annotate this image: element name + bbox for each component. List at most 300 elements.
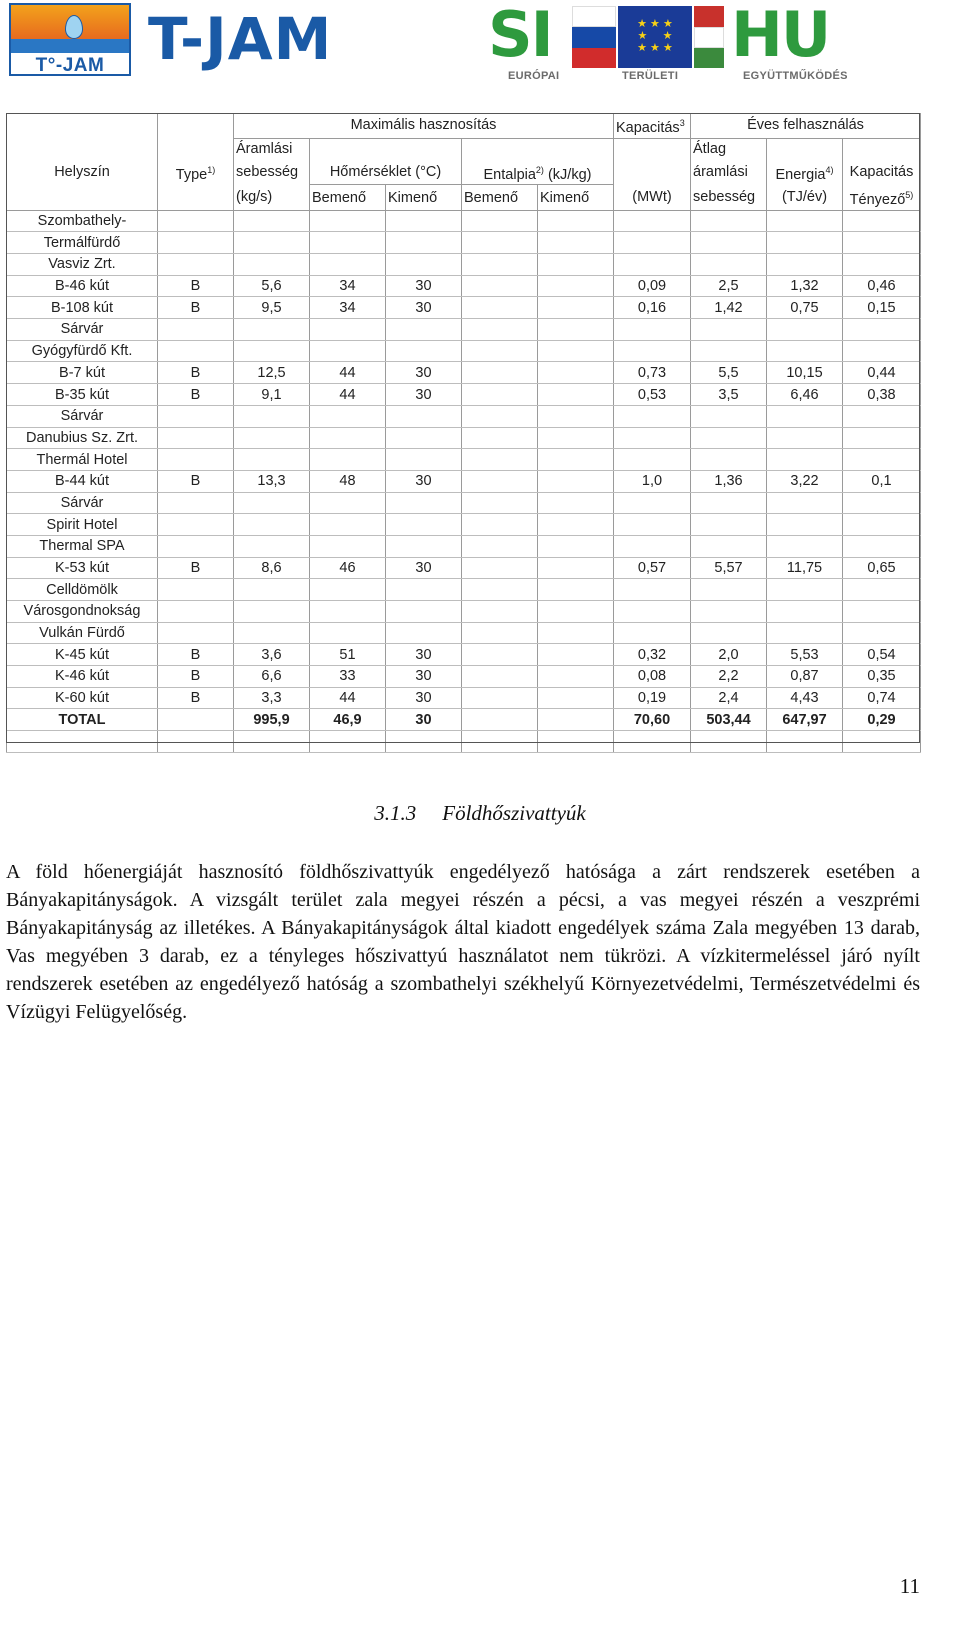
table-cell-avg: 2,4 xyxy=(691,687,767,709)
table-row xyxy=(7,535,921,557)
col-temp-out: Kimenő xyxy=(386,185,462,210)
table-cell-hout xyxy=(538,514,614,536)
table-cell-energy: 0,75 xyxy=(767,297,843,319)
col-energy-unit: (TJ/év) xyxy=(767,185,843,210)
table-cell-cf: 0,35 xyxy=(843,666,921,688)
table-cell-type: B xyxy=(158,666,234,688)
table-cell-type xyxy=(158,232,234,254)
si-hu-logo xyxy=(488,2,858,84)
table-cell-flow xyxy=(234,449,310,471)
table-cell-cap: 0,08 xyxy=(614,666,691,688)
table-cell-avg xyxy=(691,622,767,644)
col-temp: Hőmérséklet (°C) xyxy=(310,160,462,185)
table-cell-hout xyxy=(538,492,614,514)
table-cell-cap xyxy=(614,622,691,644)
table-cell-loc: K-46 kút xyxy=(7,666,158,688)
table-cell-cf xyxy=(843,492,921,514)
table-cell-cf: 0,65 xyxy=(843,557,921,579)
table-cell-hout xyxy=(538,644,614,666)
table-row xyxy=(7,470,921,492)
table-cell-hin xyxy=(462,709,538,731)
table-cell-avg xyxy=(691,340,767,362)
table-cell-flow: 3,3 xyxy=(234,687,310,709)
table-cell-tin xyxy=(310,449,386,471)
table-cell-loc: Vulkán Fürdő xyxy=(7,622,158,644)
table-row xyxy=(7,449,921,471)
table-row xyxy=(7,601,921,623)
table-cell-energy xyxy=(767,340,843,362)
table-cell-loc: Danubius Sz. Zrt. xyxy=(7,427,158,449)
table-cell-cf xyxy=(843,622,921,644)
col-enthalpy: Entalpia$^{2)}$ (kJ/kg) xyxy=(462,160,614,185)
table-row xyxy=(7,579,921,601)
table-cell-hin xyxy=(462,362,538,384)
section-heading xyxy=(0,801,960,826)
table-cell-energy: 10,15 xyxy=(767,362,843,384)
table-cell-cf: 0,44 xyxy=(843,362,921,384)
col-capf-l1: Kapacitás xyxy=(843,160,921,185)
table-cell-loc: Spirit Hotel xyxy=(7,514,158,536)
table-cell-hin xyxy=(462,297,538,319)
table-cell-avg: 5,5 xyxy=(691,362,767,384)
table-cell-flow: 8,6 xyxy=(234,557,310,579)
table-cell-avg xyxy=(691,535,767,557)
table-cell-loc: Celldömölk xyxy=(7,579,158,601)
table-cell-avg xyxy=(691,514,767,536)
table-cell-tout xyxy=(386,535,462,557)
table-cell-cf xyxy=(843,601,921,623)
table-cell-tin xyxy=(310,405,386,427)
table-cell-flow xyxy=(234,514,310,536)
table-cell-loc: Vasviz Zrt. xyxy=(7,254,158,276)
table-cell-energy xyxy=(767,535,843,557)
table-cell-hout xyxy=(538,601,614,623)
table-row xyxy=(7,644,921,666)
group-header-annual-use: Éves felhasználás xyxy=(691,113,921,138)
table-cell-loc: B-7 kút xyxy=(7,362,158,384)
table-cell-tout: 30 xyxy=(386,644,462,666)
table-cell-tout: 30 xyxy=(386,687,462,709)
body-paragraph: A föld hőenergiáját hasznosító földhőszivattyúk engedélyező hatósága a zárt rendszerek esetében a Bányakapitányságok. A vizsgált terület zala megyei részén a pécsi, a vas megyei részén a veszprémi Bányakapitányság az illetékes. A Bányakapitányságok által kiadott engedélyek száma Zala megyében 13 darab, Vas megyében 3 darab, ez a tényleges hőszivattyú használatot nem tükrözi. A vízkitermeléssel járó nyílt rendszerek esetében az engedélyező hatóság a szombathelyi székhelyű Környezetvédelmi, Természetvédelmi és Vízügyi Felügyelőség. xyxy=(6,861,920,1023)
table-row xyxy=(7,319,921,341)
table-cell-tin: 34 xyxy=(310,275,386,297)
table-cell-hin xyxy=(462,427,538,449)
logo-sub-egyuttmukodes: EGYÜTTMŰKÖDÉS xyxy=(743,70,848,82)
logo-sub-teruleti: TERÜLETI xyxy=(622,70,679,82)
table-cell-loc: B-108 kút xyxy=(7,297,158,319)
table-cell-hin xyxy=(462,232,538,254)
table-cell-type: B xyxy=(158,644,234,666)
table-cell-avg: 503,44 xyxy=(691,709,767,731)
table-cell-hout xyxy=(538,254,614,276)
table-cell-energy: 0,87 xyxy=(767,666,843,688)
table-cell-avg: 1,36 xyxy=(691,470,767,492)
table-cell-energy xyxy=(767,579,843,601)
table-cell-tout: 30 xyxy=(386,297,462,319)
table-cell-energy: 5,53 xyxy=(767,644,843,666)
table-cell-cap xyxy=(614,232,691,254)
table-row xyxy=(7,514,921,536)
table-cell-loc: Sárvár xyxy=(7,492,158,514)
table-cell-tin: 44 xyxy=(310,362,386,384)
table-cell-flow xyxy=(234,427,310,449)
col-energy: Energia$^{4)}$ xyxy=(767,160,843,185)
table-row xyxy=(7,666,921,688)
table-cell-flow xyxy=(234,340,310,362)
table-cell-energy xyxy=(767,449,843,471)
table-cell-cap xyxy=(614,535,691,557)
table-cell-loc: B-44 kút xyxy=(7,470,158,492)
table-row xyxy=(7,297,921,319)
table-cell-energy xyxy=(767,210,843,232)
water-graphic xyxy=(11,39,131,53)
table-cell-cf xyxy=(843,210,921,232)
table-cell-hin xyxy=(462,449,538,471)
table-cell-cap xyxy=(614,601,691,623)
table-cell-avg: 5,57 xyxy=(691,557,767,579)
table-cell-tout xyxy=(386,340,462,362)
table-row xyxy=(7,557,921,579)
table-cell-hin xyxy=(462,210,538,232)
table-row xyxy=(7,709,921,731)
table-cell-loc: Termálfürdő xyxy=(7,232,158,254)
table-cell-hin xyxy=(462,666,538,688)
table-cell-tin: 44 xyxy=(310,687,386,709)
table-cell-type: B xyxy=(158,275,234,297)
table-cell-tout: 30 xyxy=(386,275,462,297)
table-cell-avg xyxy=(691,492,767,514)
table-cell-hout xyxy=(538,405,614,427)
table-cell-hout xyxy=(538,449,614,471)
table-cell-tout xyxy=(386,319,462,341)
table-cell-type xyxy=(158,601,234,623)
table-cell-hin xyxy=(462,384,538,406)
table-cell-avg xyxy=(691,731,767,753)
table-cell-hout xyxy=(538,470,614,492)
table-cell-hout xyxy=(538,731,614,753)
table-cell-cf xyxy=(843,232,921,254)
table-cell-tout xyxy=(386,232,462,254)
table-cell-energy xyxy=(767,427,843,449)
table-cell-avg xyxy=(691,405,767,427)
table-row xyxy=(7,427,921,449)
table-cell-hin xyxy=(462,514,538,536)
table-cell-cf xyxy=(843,514,921,536)
table-cell-hin xyxy=(462,687,538,709)
section-title: Földhőszivattyúk xyxy=(442,801,586,825)
table-cell-hout xyxy=(538,319,614,341)
table-cell-cap xyxy=(614,427,691,449)
table-cell-hin xyxy=(462,731,538,753)
tjam-logo-badge xyxy=(9,3,131,76)
table-cell-avg: 2,2 xyxy=(691,666,767,688)
table-cell-hin xyxy=(462,644,538,666)
table-cell-loc: Szombathely- xyxy=(7,210,158,232)
table-cell-avg xyxy=(691,254,767,276)
table-cell-type xyxy=(158,492,234,514)
col-cap-unit: (MWt) xyxy=(614,185,691,210)
table-row xyxy=(7,731,921,753)
si-logo-text: SI xyxy=(488,0,552,71)
table-cell-energy xyxy=(767,514,843,536)
table-cell-tout: 30 xyxy=(386,557,462,579)
table-cell-type xyxy=(158,579,234,601)
table-cell-flow: 9,1 xyxy=(234,384,310,406)
table-cell-type: B xyxy=(158,384,234,406)
table-cell-flow xyxy=(234,254,310,276)
table-cell-hout xyxy=(538,535,614,557)
table-cell-flow: 12,5 xyxy=(234,362,310,384)
table-cell-energy: 647,97 xyxy=(767,709,843,731)
table-row xyxy=(7,232,921,254)
col-enthalpy-in: Bemenő xyxy=(462,185,538,210)
col-type: Type$^{1)}$ xyxy=(158,160,234,185)
table-cell-tout: 30 xyxy=(386,362,462,384)
table-cell-tin xyxy=(310,210,386,232)
table-cell-type xyxy=(158,340,234,362)
table-cell-cap xyxy=(614,319,691,341)
table-cell-tout: 30 xyxy=(386,709,462,731)
table-row xyxy=(7,254,921,276)
table-row xyxy=(7,210,921,232)
table-cell-tin: 46,9 xyxy=(310,709,386,731)
table-cell-avg xyxy=(691,232,767,254)
table-cell-type xyxy=(158,622,234,644)
table-cell-tout xyxy=(386,731,462,753)
table-cell-hout xyxy=(538,709,614,731)
table-cell-energy xyxy=(767,731,843,753)
table-cell-cf xyxy=(843,535,921,557)
table-cell-tout xyxy=(386,579,462,601)
table-cell-cap xyxy=(614,405,691,427)
table-cell-tin: 48 xyxy=(310,470,386,492)
table-cell-tout: 30 xyxy=(386,666,462,688)
table-cell-cf: 0,46 xyxy=(843,275,921,297)
table-cell-tout xyxy=(386,492,462,514)
table-cell-type xyxy=(158,535,234,557)
table-cell-cf xyxy=(843,405,921,427)
table-cell-loc: B-46 kút xyxy=(7,275,158,297)
table-cell-hin xyxy=(462,405,538,427)
table-cell-hout xyxy=(538,666,614,688)
table-cell-type xyxy=(158,427,234,449)
table-cell-flow xyxy=(234,210,310,232)
table-cell-tout xyxy=(386,427,462,449)
table-cell-cap xyxy=(614,731,691,753)
table-cell-energy xyxy=(767,232,843,254)
table-cell-hin xyxy=(462,254,538,276)
table-cell-tin: 46 xyxy=(310,557,386,579)
hungary-flag-icon xyxy=(694,6,724,68)
table-cell-cap xyxy=(614,340,691,362)
table-cell-tout xyxy=(386,514,462,536)
table-cell-cap: 70,60 xyxy=(614,709,691,731)
table-cell-tin xyxy=(310,340,386,362)
hu-logo-text: HU xyxy=(731,0,830,71)
table-cell-energy: 6,46 xyxy=(767,384,843,406)
table-cell-cf xyxy=(843,319,921,341)
table-cell-hin xyxy=(462,622,538,644)
table-cell-tout: 30 xyxy=(386,470,462,492)
table-cell-cf xyxy=(843,340,921,362)
table-cell-hout xyxy=(538,275,614,297)
col-enthalpy-out: Kimenő xyxy=(538,185,614,210)
table-cell-tin xyxy=(310,731,386,753)
table-cell-type: B xyxy=(158,557,234,579)
table-cell-tin xyxy=(310,427,386,449)
table-cell-cf xyxy=(843,579,921,601)
group-header-max-use: Maximális hasznosítás xyxy=(234,113,614,138)
table-cell-type: B xyxy=(158,470,234,492)
table-cell-hout xyxy=(538,340,614,362)
logo-sub-europai: EURÓPAI xyxy=(508,70,560,82)
table-cell-cf: 0,74 xyxy=(843,687,921,709)
table-cell-hin xyxy=(462,275,538,297)
table-cell-hin xyxy=(462,492,538,514)
table-cell-avg xyxy=(691,579,767,601)
table-row xyxy=(7,492,921,514)
table-cell-tin: 44 xyxy=(310,384,386,406)
table-cell-flow: 13,3 xyxy=(234,470,310,492)
table-cell-cf: 0,1 xyxy=(843,470,921,492)
table-cell-tin xyxy=(310,601,386,623)
section-number: 3.1.3 xyxy=(374,801,417,825)
table-cell-cap: 0,73 xyxy=(614,362,691,384)
table-cell-flow xyxy=(234,579,310,601)
table-cell-cf: 0,15 xyxy=(843,297,921,319)
table-cell-flow xyxy=(234,622,310,644)
table-cell-avg xyxy=(691,449,767,471)
table-cell-type: B xyxy=(158,297,234,319)
table-cell-type xyxy=(158,514,234,536)
table-cell-tin xyxy=(310,514,386,536)
tjam-logo-word: T-JAM xyxy=(148,5,333,73)
table-cell-type xyxy=(158,319,234,341)
table-cell-tin: 51 xyxy=(310,644,386,666)
table-cell-tout xyxy=(386,210,462,232)
table-cell-tout: 30 xyxy=(386,384,462,406)
table-cell-type xyxy=(158,254,234,276)
col-capf-l2: Tényező$^{5)}$ xyxy=(843,185,921,210)
table-cell-cap xyxy=(614,514,691,536)
table-cell-cap xyxy=(614,579,691,601)
table-row xyxy=(7,687,921,709)
table-row xyxy=(7,405,921,427)
slovenia-flag-icon xyxy=(572,6,616,68)
col-temp-in: Bemenő xyxy=(310,185,386,210)
table-cell-flow xyxy=(234,535,310,557)
table-cell-flow xyxy=(234,731,310,753)
table-cell-tin: 33 xyxy=(310,666,386,688)
table-cell-energy xyxy=(767,492,843,514)
table-cell-tout xyxy=(386,449,462,471)
table-cell-cap: 0,57 xyxy=(614,557,691,579)
table-cell-cap: 1,0 xyxy=(614,470,691,492)
table-cell-hout xyxy=(538,297,614,319)
eu-flag-icon: ★ ★ ★ ★ ★ ★ ★ ★ xyxy=(618,6,692,68)
table-cell-type: B xyxy=(158,687,234,709)
table-cell-loc: Thermal SPA xyxy=(7,535,158,557)
table-cell-avg xyxy=(691,427,767,449)
table-cell-cap: 0,19 xyxy=(614,687,691,709)
table-cell-tin: 34 xyxy=(310,297,386,319)
table-cell-tout xyxy=(386,622,462,644)
table-cell-tout xyxy=(386,601,462,623)
table-cell-flow xyxy=(234,492,310,514)
table-cell-energy xyxy=(767,601,843,623)
table-cell-flow xyxy=(234,405,310,427)
table-cell-cap: 0,16 xyxy=(614,297,691,319)
table-cell-avg xyxy=(691,601,767,623)
table-cell-tin xyxy=(310,232,386,254)
table-cell-flow: 6,6 xyxy=(234,666,310,688)
col-flow-l2: sebesség xyxy=(234,160,310,185)
table-cell-hin xyxy=(462,470,538,492)
table-cell-tout xyxy=(386,254,462,276)
table-cell-energy: 1,32 xyxy=(767,275,843,297)
table-cell-tin xyxy=(310,622,386,644)
table-cell-type: B xyxy=(158,362,234,384)
table-cell-flow: 3,6 xyxy=(234,644,310,666)
table-cell-hout xyxy=(538,362,614,384)
table-cell-tin xyxy=(310,535,386,557)
col-flow-unit: (kg/s) xyxy=(234,185,310,210)
group-header-capacity: Kapacitás$^3$ xyxy=(614,113,691,138)
table-cell-loc xyxy=(7,731,158,753)
table-cell-loc: K-60 kút xyxy=(7,687,158,709)
table-cell-loc: TOTAL xyxy=(7,709,158,731)
table-cell-hin xyxy=(462,579,538,601)
table-row xyxy=(7,622,921,644)
table-cell-energy xyxy=(767,319,843,341)
table-cell-type xyxy=(158,731,234,753)
table-cell-cap: 0,32 xyxy=(614,644,691,666)
table-cell-flow: 5,6 xyxy=(234,275,310,297)
table-cell-flow xyxy=(234,601,310,623)
table-cell-type xyxy=(158,405,234,427)
table-cell-cf xyxy=(843,731,921,753)
col-avg-unit: sebesség xyxy=(691,185,767,210)
table-cell-loc: Gyógyfürdő Kft. xyxy=(7,340,158,362)
table-cell-hout xyxy=(538,384,614,406)
table-cell-type xyxy=(158,449,234,471)
table-cell-loc: Thermál Hotel xyxy=(7,449,158,471)
table-cell-energy: 11,75 xyxy=(767,557,843,579)
table-cell-hin xyxy=(462,557,538,579)
table-cell-hin xyxy=(462,340,538,362)
table-cell-avg: 2,0 xyxy=(691,644,767,666)
table-cell-hout xyxy=(538,427,614,449)
table-cell-tin xyxy=(310,254,386,276)
table-cell-flow: 995,9 xyxy=(234,709,310,731)
table-cell-cf: 0,54 xyxy=(843,644,921,666)
table-cell-loc: Városgondnokság xyxy=(7,601,158,623)
table-cell-loc: K-45 kút xyxy=(7,644,158,666)
table-cell-avg: 1,42 xyxy=(691,297,767,319)
table-cell-tin xyxy=(310,579,386,601)
table-cell-avg: 3,5 xyxy=(691,384,767,406)
drop-icon xyxy=(65,15,83,39)
table-cell-hout xyxy=(538,687,614,709)
col-location: Helyszín xyxy=(7,160,158,185)
table-cell-energy: 3,22 xyxy=(767,470,843,492)
table-cell-loc: B-35 kút xyxy=(7,384,158,406)
table-cell-hout xyxy=(538,579,614,601)
table-cell-tin xyxy=(310,492,386,514)
table-cell-hout xyxy=(538,232,614,254)
table-cell-avg: 2,5 xyxy=(691,275,767,297)
table-cell-avg xyxy=(691,319,767,341)
